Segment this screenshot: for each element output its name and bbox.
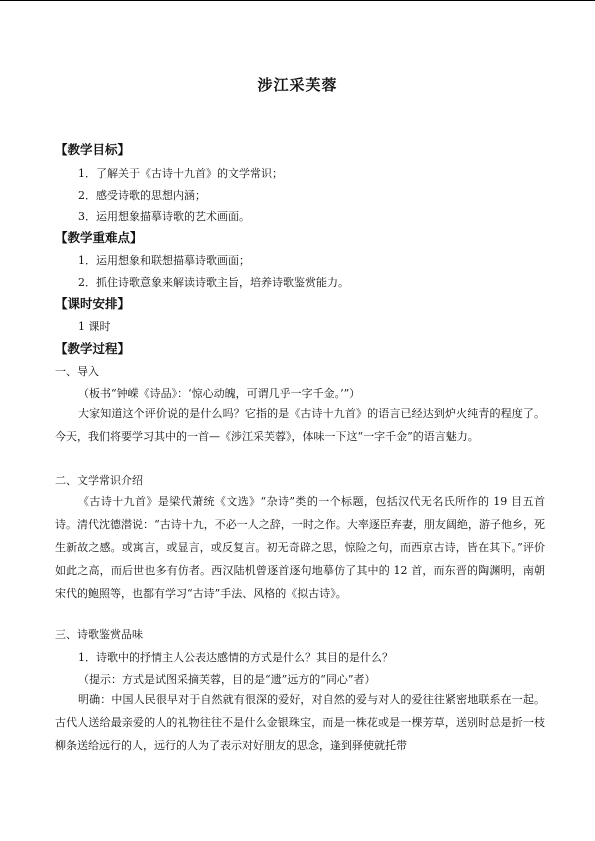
objective-item-2: 2．感受诗歌的思想内涵； bbox=[78, 189, 206, 202]
section-3-paragraph: 明确：中国人民很早对于自然就有很深的爱好，对自然的爱与对人的爱往往紧密地联系在一起。古代人送给最亲爱的人的礼物往往不是什么金银珠宝，而是一株花或是一棵芳草，送别时总是折一枝柳条送给远行的人，远行的人为了表示对好朋友的思念，逢到驿使就托带 bbox=[55, 693, 545, 752]
key-point-item-2: 2．抓住诗歌意象来解读诗歌主旨，培养诗歌鉴赏能力。 bbox=[78, 276, 349, 289]
section-3-heading: 三、诗歌鉴赏品味 bbox=[55, 628, 143, 641]
objectives-heading: 【教学目标】 bbox=[55, 142, 131, 157]
schedule-heading: 【课时安排】 bbox=[55, 296, 131, 311]
section-2-heading: 二、文学常识介绍 bbox=[55, 474, 143, 487]
section-3-question-1: 1．诗歌中的抒情主人公表达感情的方式是什么？其目的是什么？ bbox=[78, 651, 393, 664]
process-heading: 【教学过程】 bbox=[55, 341, 131, 356]
objective-item-1: 1．了解关于《古诗十九首》的文学常识； bbox=[78, 167, 283, 180]
section-1-heading: 一、导入 bbox=[55, 365, 99, 378]
section-1-board-note: （板书“钟嵘《诗品》：‘惊心动魄，可谓几乎一字千金。’”） bbox=[78, 387, 361, 400]
section-2-paragraph: 《古诗十九首》是梁代萧统《文选》“杂诗”类的一个标题，包括汉代无名氏所作的 19 目五首诗。清代沈德潜说：“古诗十九，不必一人之辞，一时之作。大率逐臣弃妻，朋友阔绝，游子他乡，死生新故之感。或寓言，或显言，或反复言。初无奇辟之思，惊险之句，而西京古诗，皆在其下。”评价如此之高，而后世也多有仿者。西汉陆机曾逐首逐句地摹仿了其中的 12 首，而东晋的陶渊明，南朝宋代的鲍照等，也都有学习“古诗”手法、风格的《拟古诗》。 bbox=[55, 495, 546, 600]
section-1-paragraph: 大家知道这个评价说的是什么吗？它指的是《古诗十九首》的语言已经达到炉火纯青的程度了。今天，我们将要学习其中的一首—《涉江采芙蓉》，体味一下这“一字千金”的语言魅力。 bbox=[55, 407, 545, 443]
section-3-hint: （提示：方式是试图采摘芙蓉，目的是“遗”远方的“同心”者） bbox=[78, 673, 376, 686]
document-title: 涉江采芙蓉 bbox=[257, 76, 338, 94]
key-points-heading: 【教学重难点】 bbox=[55, 230, 143, 245]
objective-item-3: 3．运用想象描摹诗歌的艺术画面。 bbox=[78, 210, 250, 223]
schedule-text: 1 课时 bbox=[78, 320, 111, 333]
key-point-item-1: 1．运用想象和联想描摹诗歌画面； bbox=[78, 254, 250, 267]
